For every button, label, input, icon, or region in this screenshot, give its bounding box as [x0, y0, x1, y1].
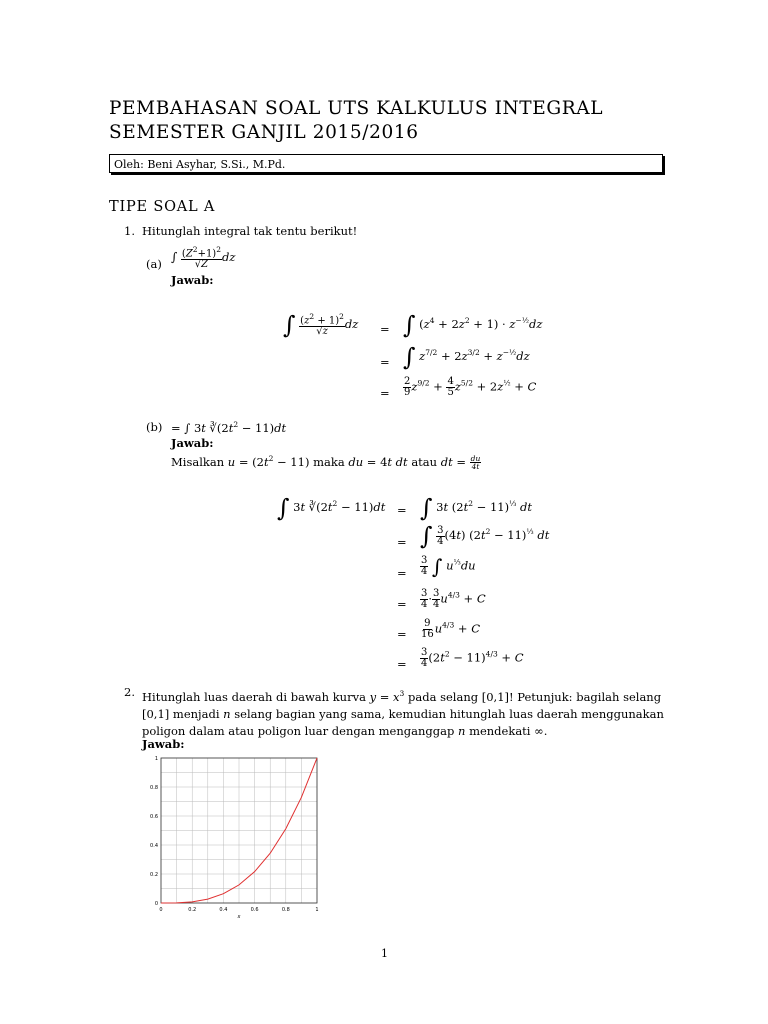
misalkan-text: Misalkan [171, 454, 225, 469]
document-title [109, 97, 669, 145]
title-line-2: SEMESTER GANJIL 2015/2016 [109, 122, 419, 143]
section-heading: TIPE SOAL A [109, 199, 216, 215]
y-tick-label: 0.2 [150, 872, 158, 878]
x-axis-label: x [237, 914, 241, 920]
y-tick-label: 0.6 [150, 814, 158, 820]
q2-line2b: selang bagian yang sama, kemudian hitunglah luas daerah menggunakan [234, 706, 664, 721]
eq-sign: = [397, 535, 407, 549]
y-tick-label: 0.8 [150, 785, 158, 791]
q1b-label: (b) [146, 420, 163, 434]
q1a-integral: ∫ $\frac{(Z^2+1)^2}{√Z}$ dz [171, 245, 236, 271]
x-tick-label: 0 [159, 907, 163, 913]
q1a-label: (a) [146, 257, 162, 271]
eq-sign: = [380, 355, 390, 369]
q1b-integral: = ∫ 3t $∛(2t^2 - 11)dt$ [171, 420, 287, 435]
y-tick-label: 1 [154, 756, 158, 762]
x-tick-label: 0.6 [250, 907, 259, 913]
q2-line1b: pada selang [0,1]! Petunjuk: bagilah selang [407, 689, 662, 704]
x-tick-label: 0.8 [281, 907, 290, 913]
q1a-step1: ∫ $(z^4 + 2z^2 + 1) \cdot z^{-\frac{1}{2}}dz$ [403, 311, 543, 339]
q1a-jawab: Jawab: [171, 273, 214, 287]
title-line-1: PEMBAHASAN SOAL UTS KALKULUS INTEGRAL [109, 98, 604, 119]
x-tick-label: 0.2 [188, 907, 197, 913]
eq-sign: = [380, 322, 390, 336]
author-box [109, 154, 663, 173]
atau-text: atau [411, 454, 438, 469]
var-n: n [223, 706, 231, 721]
infinity-symbol: ∞. [534, 723, 548, 738]
plot-ticks [150, 756, 319, 913]
q1a-step2: ∫ $z^{7/2} + 2z^{3/2} + z^{-\frac{1}{2}}dz$ [403, 343, 530, 371]
q2-line3b: mendekati [469, 723, 531, 738]
author-name: Oleh: Beni Asyhar, S.Si., M.Pd. [114, 158, 286, 171]
eq-sign: = [397, 657, 407, 671]
eq-sign: = [397, 566, 407, 580]
plot-grid [161, 758, 317, 903]
eq-sign: = [397, 597, 407, 611]
maka-text: maka [313, 454, 345, 469]
eq-sign: = [397, 627, 407, 641]
q1a-step0-lhs: ∫ $\frac{(z^2 + 1)^2}{√z}$ dz [283, 311, 359, 340]
q1b-step3: $\frac{3}{4}$ ∫ $u^{\frac{1}{3}}du$ [421, 554, 476, 579]
q1b-step5: $\frac{9}{16}$ $u^{4/3} + C$ [421, 618, 480, 640]
q1b-jawab: Jawab: [171, 436, 214, 450]
page-number: 1 [381, 947, 388, 960]
q2-line2a: [0,1] menjadi [142, 706, 220, 721]
var-n: n [457, 723, 466, 738]
cubic-plot [140, 752, 330, 922]
q1b-step6: $\frac{3}{4}$ $(2t^2 - 11)^{4/3} + C$ [421, 647, 524, 669]
x-tick-label: 0.4 [219, 907, 228, 913]
q1b-prefix: = [171, 420, 181, 435]
q2-line3a: poligon dalam atau poligon luar dengan menganggap [142, 723, 455, 738]
q1b-step4: $\frac{3}{4}$ · $\frac{3}{4}$ $u^{4/3} + C$ [421, 588, 486, 610]
q2-paragraph: Hitunglah luas daerah di bawah kurva $y = x^3$ pada selang [0,1]! Petunjuk: bagilah selang [0,1] menjadi n selang bagian yang sama, kemudian hitunglah luas daerah menggunakan poligon dalam atau poligon luar dengan menganggap n mendekati ∞. [142, 689, 664, 738]
y-tick-label: 0 [154, 901, 158, 907]
x-tick-label: 1 [315, 907, 319, 913]
eq-sign: = [397, 503, 407, 517]
q1-prompt: Hitunglah integral tak tentu berikut! [142, 224, 358, 238]
q1a-step3: $\frac{2}{9}$ $z^{9/2}$ + $\frac{4}{5}$ $z^{5/2} + 2z^{\frac{1}{2}} + C$ [404, 376, 537, 398]
q1b-substitution: Misalkan $u = (2t^2 - 11)$ maka du = 4t dt atau dt = $\frac{du}{4t}$ [171, 453, 481, 472]
q2-number: 2. [124, 685, 135, 699]
q1b-step0-lhs: ∫ 3t $∛(2t^2 - 11)dt$ [277, 494, 386, 522]
y-tick-label: 0.4 [150, 843, 158, 849]
q1-number: 1. [124, 224, 135, 238]
q1b-step1: ∫ 3t $(2t^2 - 11)^{\frac{1}{3}}$ dt [420, 494, 532, 522]
q1b-step2: ∫ $\frac{3}{4}$ (4t) $(2t^2 - 11)^{\frac{1}{3}}$ dt [420, 522, 550, 550]
q2-jawab: Jawab: [142, 737, 185, 751]
q2-line1: Hitunglah luas daerah di bawah kurva [142, 689, 366, 704]
eq-sign: = [380, 386, 390, 400]
